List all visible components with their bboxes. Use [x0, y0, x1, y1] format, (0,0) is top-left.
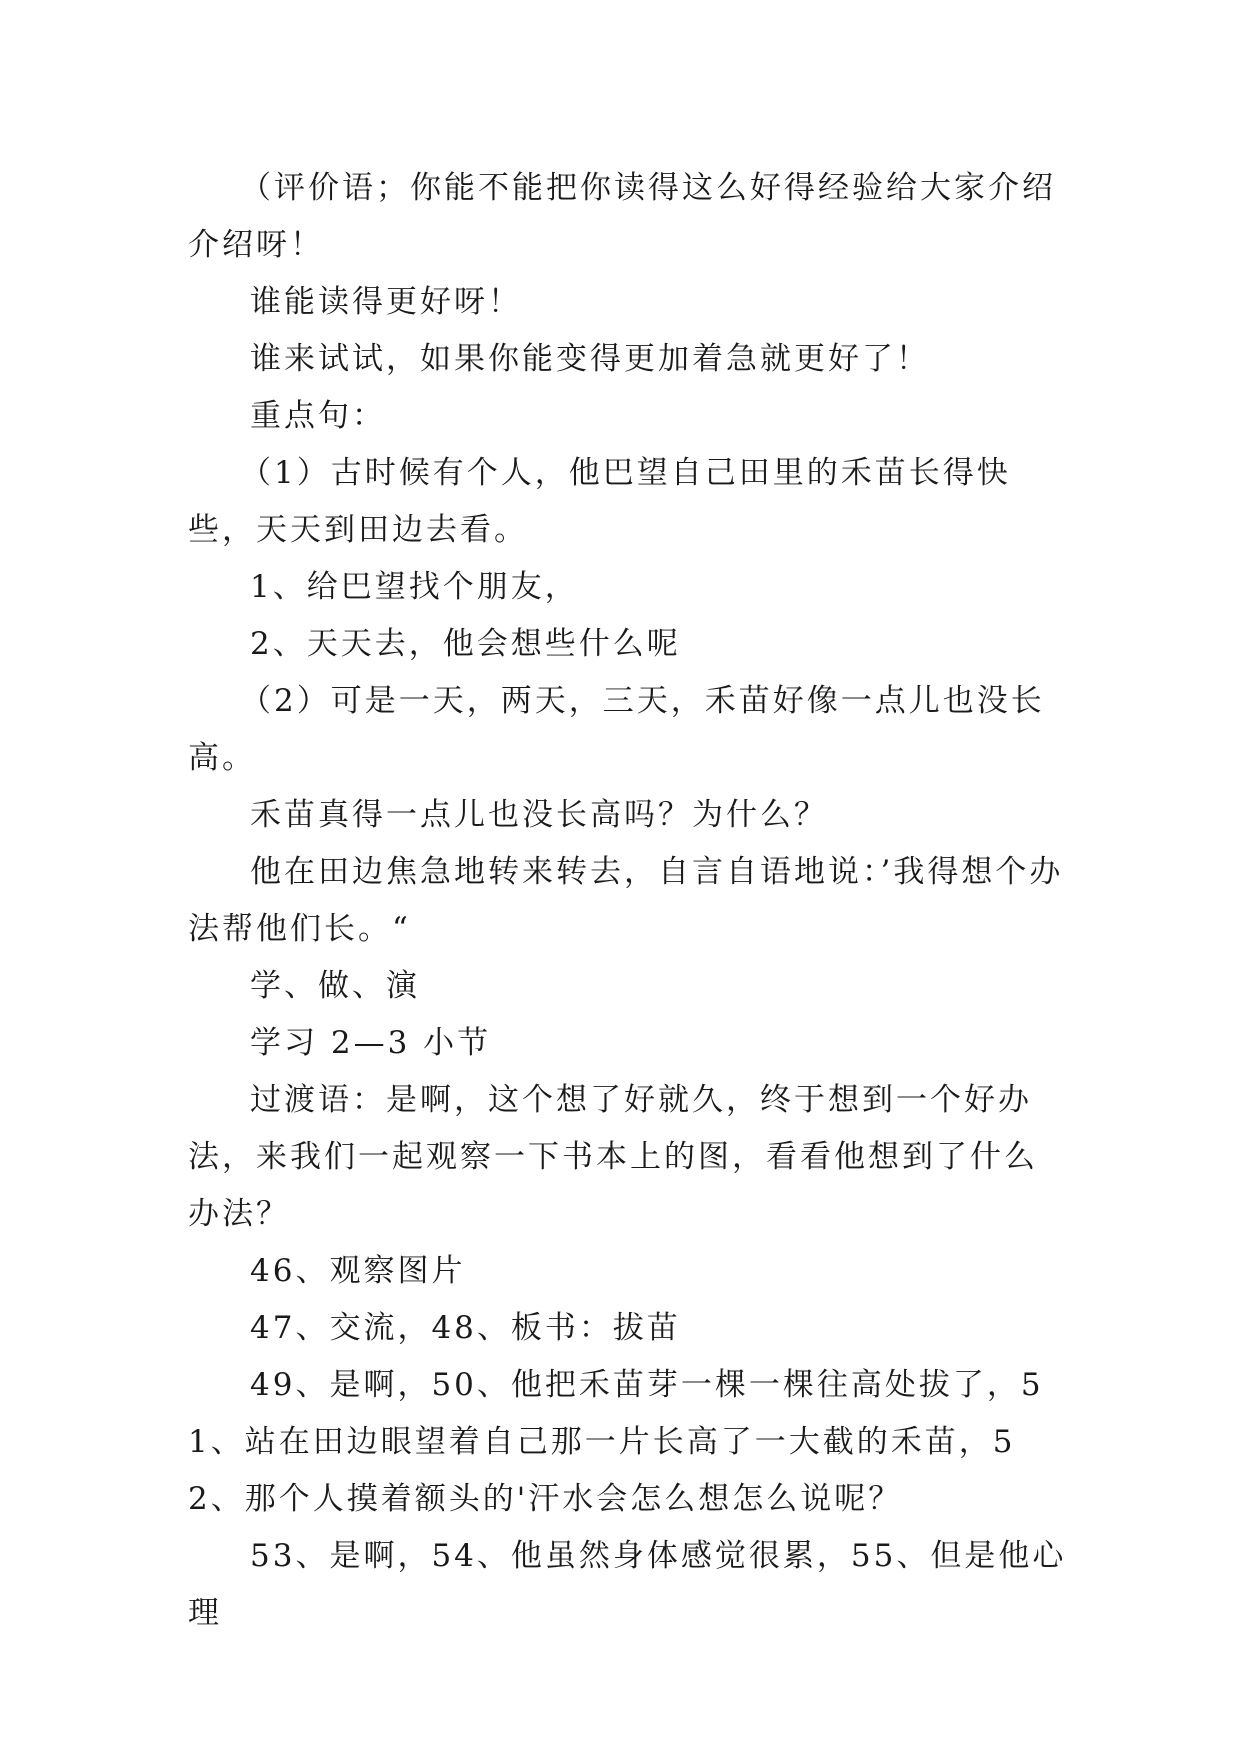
- paragraph: 学习 2—3 小节: [250, 1025, 492, 1061]
- paragraph: 重点句：: [250, 398, 386, 434]
- paragraph: 过渡语：是啊，这个想了好就久，终于想到一个好办法，来我们一起观察一下书本上的图，看看他想到了什么办法？: [188, 1082, 1038, 1232]
- paragraph: 谁来试试，如果你能变得更加着急就更好了！: [250, 341, 930, 377]
- paragraph: 47、交流，48、板书：拔苗: [250, 1310, 681, 1346]
- paragraph: 46、观察图片: [250, 1253, 466, 1289]
- paragraph: （评价语；你能不能把你读得这么好得经验给大家介绍介绍呀！: [188, 170, 1056, 263]
- paragraph: 53、是啊，54、他虽然身体感觉很累，55、但是他心理: [188, 1538, 1067, 1631]
- paragraph: 学、做、演: [250, 968, 420, 1004]
- document-body: [188, 160, 1068, 1642]
- paragraph: 49、是啊，50、他把禾苗芽一棵一棵往高处拔了，51、站在田边眼望着自己那一片长高了一大截的禾苗，52、那个人摸着额头的'汗水会怎么想怎么说呢？: [188, 1367, 1044, 1517]
- paragraph: 谁能读得更好呀！: [250, 284, 522, 320]
- paragraph: （1）古时候有个人，他巴望自己田里的禾苗长得快些，天天到田边去看。: [188, 455, 1011, 548]
- paragraph: （2）可是一天，两天，三天，禾苗好像一点儿也没长高。: [188, 683, 1045, 776]
- paragraph: 禾苗真得一点儿也没长高吗？为什么？: [250, 797, 828, 833]
- paragraph: 1、给巴望找个朋友，: [250, 569, 579, 605]
- paragraph: 他在田边焦急地转来转去，自言自语地说：’我得想个办法帮他们长。“: [188, 854, 1064, 947]
- paragraph: 2、天天去，他会想些什么呢: [250, 626, 681, 662]
